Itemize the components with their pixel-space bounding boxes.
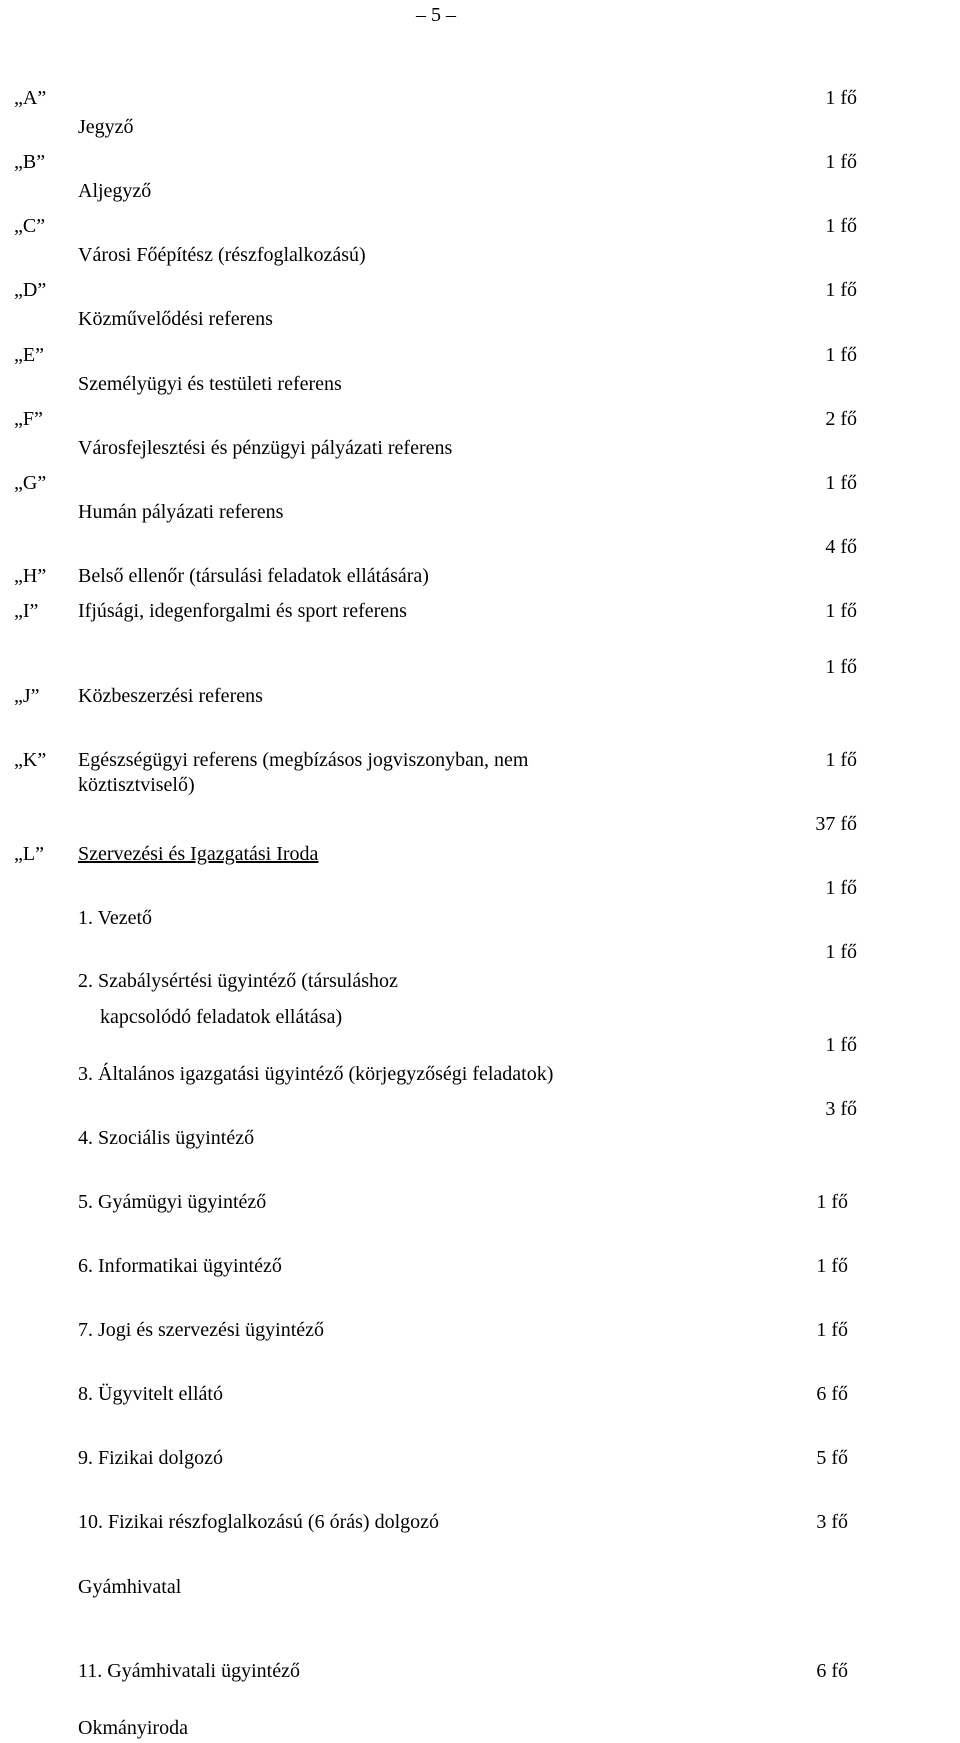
subitem-count-2: 1 fő: [825, 941, 857, 963]
row-count-i: 1 fő: [825, 600, 857, 622]
row-label-g: Humán pályázati referens: [78, 501, 284, 523]
subitem-label-9: 9. Fizikai dolgozó: [78, 1447, 223, 1469]
row-label-b: Aljegyző: [78, 180, 152, 202]
section-title-okmanyiroda: Okmányiroda: [78, 1717, 188, 1739]
subitem-label-5: 5. Gyámügyi ügyintéző: [78, 1191, 267, 1213]
row-count-b: 1 fő: [825, 151, 857, 173]
subitem-label-1: 1. Vezető: [78, 907, 153, 929]
row-letter-i: „I”: [14, 600, 39, 622]
row-letter-e: „E”: [14, 344, 44, 366]
row-label-k-line1: Egészségügyi referens (megbízásos jogviszonyban, nem: [78, 749, 529, 771]
row-letter-f: „F”: [14, 408, 43, 430]
row-count-c: 1 fő: [825, 215, 857, 237]
row-letter-b: „B”: [14, 151, 46, 173]
section-title-gyamhivatal: Gyámhivatal: [78, 1576, 182, 1598]
row-count-a: 1 fő: [825, 87, 857, 109]
subitem-label-8: 8. Ügyvitelt ellátó: [78, 1383, 223, 1405]
row-letter-k: „K”: [14, 749, 47, 771]
row-count-e: 1 fő: [825, 344, 857, 366]
page-number: – 5 –: [416, 4, 456, 26]
row-letter-l: „L”: [14, 843, 44, 865]
row-label-c: Városi Főépítész (részfoglalkozású): [78, 244, 366, 266]
subitem-count-8: 6 fő: [816, 1383, 848, 1405]
subitem-label-7: 7. Jogi és szervezési ügyintéző: [78, 1319, 325, 1341]
row-letter-c: „C”: [14, 215, 46, 237]
subitem-count-9: 5 fő: [816, 1447, 848, 1469]
row-label-h: Belső ellenőr (társulási feladatok ellátására): [78, 565, 429, 587]
subitem-count-7: 1 fő: [816, 1319, 848, 1341]
subitem-label-2-line2: kapcsolódó feladatok ellátása): [100, 1006, 343, 1028]
row-count-k: 1 fő: [825, 749, 857, 771]
subitem-label-3: 3. Általános igazgatási ügyintéző (körjegyzőségi feladatok): [78, 1063, 554, 1085]
subitem-count-1: 1 fő: [825, 877, 857, 899]
subitem-count-4: 3 fő: [825, 1098, 857, 1120]
row-letter-d: „D”: [14, 279, 47, 301]
row-label-k-line2: köztisztviselő): [78, 774, 195, 796]
gyamhivatal-item-label: 11. Gyámhivatali ügyintéző: [78, 1660, 300, 1682]
gyamhivatal-item-count: 6 fő: [816, 1660, 848, 1682]
row-count-j: 1 fő: [825, 656, 857, 678]
subitem-label-10: 10. Fizikai részfoglalkozású (6 órás) dolgozó: [78, 1511, 440, 1533]
subitem-count-5: 1 fő: [816, 1191, 848, 1213]
row-label-i: Ifjúsági, idegenforgalmi és sport referens: [78, 600, 407, 622]
row-count-f: 2 fő: [825, 408, 857, 430]
row-count-g: 1 fő: [825, 472, 857, 494]
row-label-f: Városfejlesztési és pénzügyi pályázati referens: [78, 437, 453, 459]
subitem-label-2-line1: 2. Szabálysértési ügyintéző (társuláshoz: [78, 970, 398, 992]
row-count-d: 1 fő: [825, 279, 857, 301]
row-count-l: 37 fő: [815, 813, 857, 835]
row-letter-h: „H”: [14, 565, 47, 587]
subitem-label-6: 6. Informatikai ügyintéző: [78, 1255, 282, 1277]
row-count-h: 4 fő: [825, 536, 857, 558]
row-letter-j: „J”: [14, 685, 40, 707]
row-label-j: Közbeszerzési referens: [78, 685, 263, 707]
subitem-count-3: 1 fő: [825, 1034, 857, 1056]
row-label-d: Közművelődési referens: [78, 308, 273, 330]
row-label-e: Személyügyi és testületi referens: [78, 373, 342, 395]
subitem-count-10: 3 fő: [816, 1511, 848, 1533]
row-label-l: Szervezési és Igazgatási Iroda: [78, 843, 319, 865]
subitem-label-4: 4. Szociális ügyintéző: [78, 1127, 255, 1149]
row-letter-a: „A”: [14, 87, 47, 109]
subitem-count-6: 1 fő: [816, 1255, 848, 1277]
row-letter-g: „G”: [14, 472, 47, 494]
row-label-a: Jegyző: [78, 116, 134, 138]
